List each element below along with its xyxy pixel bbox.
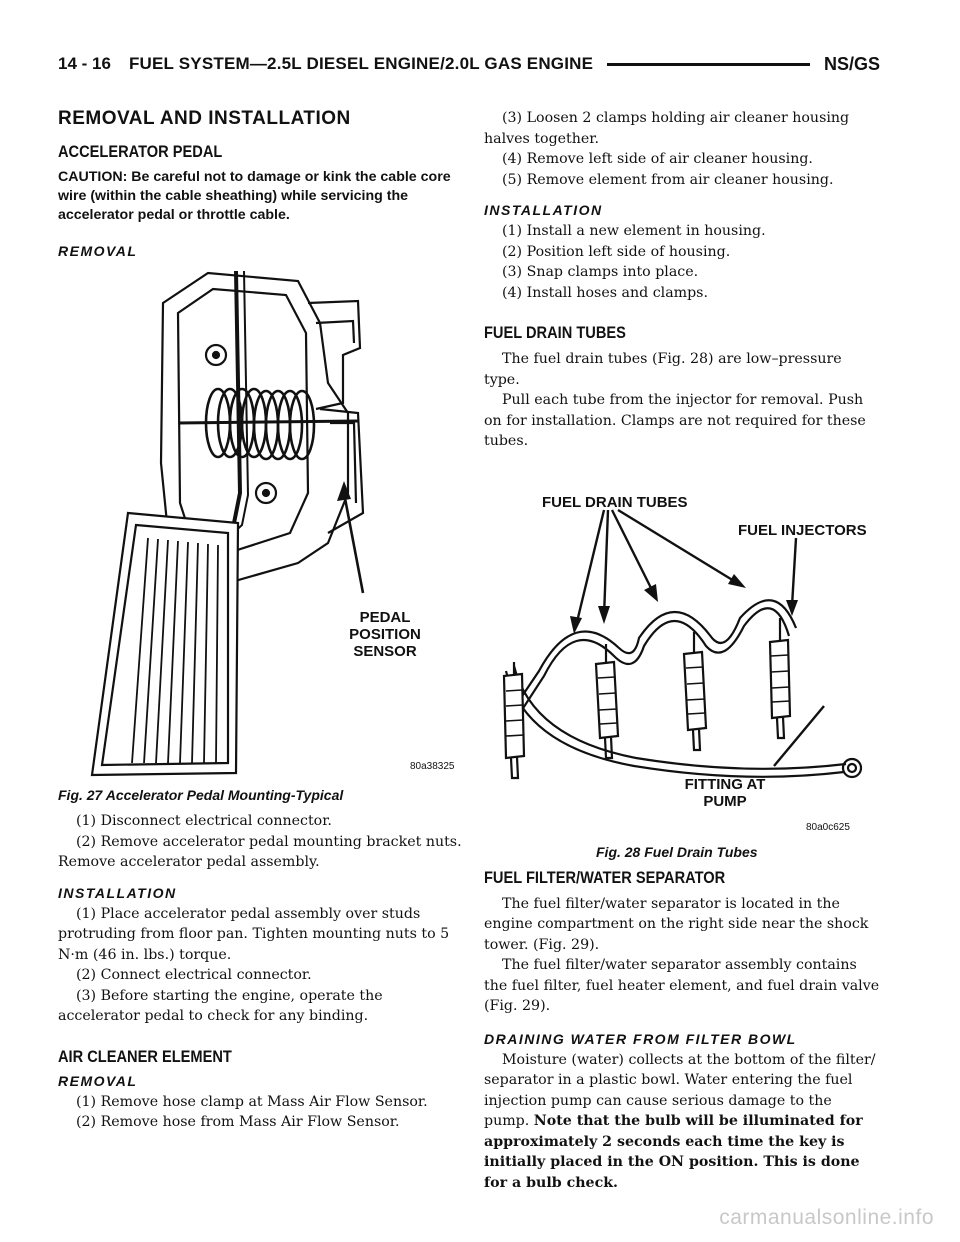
air-cleaner-heading: AIR CLEANER ELEMENT <box>58 1046 232 1066</box>
figure-27-code: 80a38325 <box>410 761 455 772</box>
fuel-injectors-label: FUEL INJECTORS <box>738 521 867 539</box>
draining-water-body: Moisture (water) collects at the bottom of the filter/ separator in a plastic bowl. Water entering the fuel injection pump can cause serious damage to the pump. <box>484 1051 876 1129</box>
bulb-check-note: Note that the bulb will be illuminated for approximately 2 seconds each time the key is initially placed in the ON position. This is done for a bulb check. <box>484 1113 863 1191</box>
fuel-drain-tubes-label: FUEL DRAIN TUBES <box>542 493 688 511</box>
right-column <box>484 108 880 1193</box>
pedal-install-step-1: (1) Place accelerator pedal assembly over studs protruding from floor pan. Tighten mounting nuts to 5 N·m (46 in. lbs.) torque. <box>58 905 450 963</box>
air-cleaner-removal-step-1: (1) Remove hose clamp at Mass Air Flow Sensor. <box>76 1093 428 1110</box>
air-cleaner-install-step-3: (3) Snap clamps into place. <box>502 264 699 280</box>
air-cleaner-removal-step-3: (3) Loosen 2 clamps holding air cleaner housing halves together. <box>484 110 850 147</box>
fuel-filter-para-2: The fuel filter/water separator assembly contains the fuel filter, fuel heater element, and fuel drain valve (Fig. 29). <box>484 957 880 1014</box>
air-cleaner-removal-step-5: (5) Remove element from air cleaner housing. <box>502 171 834 188</box>
page-header <box>58 52 880 76</box>
air-cleaner-install-step-2: (2) Position left side of housing. <box>502 243 731 260</box>
pedal-install-step-3: (3) Before starting the engine, operate the accelerator pedal to check for any binding. <box>58 987 383 1024</box>
caution-note: CAUTION: Be careful not to damage or kink the cable core wire (within the cable sheathing) while servicing the accelerator pedal or throttle cable. <box>58 169 451 223</box>
figure-27-caption: Fig. 27 Accelerator Pedal Mounting-Typical <box>58 787 344 803</box>
section-title: REMOVAL AND INSTALLATION <box>58 108 351 129</box>
accelerator-pedal-heading: ACCELERATOR PEDAL <box>58 142 223 161</box>
pedal-installation-heading: INSTALLATION <box>58 884 177 901</box>
draining-water-text <box>484 1050 880 1194</box>
air-cleaner-install-step-4: (4) Install hoses and clamps. <box>502 284 708 301</box>
pedal-removal-step-1: (1) Disconnect electrical connector. <box>76 813 332 829</box>
page-number: 14 - 16 <box>58 54 111 73</box>
air-cleaner-install-step-1: (1) Install a new element in housing. <box>502 223 766 239</box>
pedal-removal-heading: REMOVAL <box>58 243 138 259</box>
draining-water-heading: DRAINING WATER FROM FILTER BOWL <box>484 1030 797 1047</box>
model-code: NS/GS <box>823 53 880 74</box>
pedal-position-sensor-label <box>330 609 440 660</box>
fuel-drain-tubes-heading: FUEL DRAIN TUBES <box>484 323 626 342</box>
air-cleaner-installation-heading: INSTALLATION <box>484 202 603 218</box>
fuel-filter-para-1: The fuel filter/water separator is located in the engine compartment on the right side near the shock tower. (Fig. 29). <box>484 895 869 953</box>
watermark: carmanualsonline.info <box>719 1206 934 1229</box>
air-cleaner-removal-step-4: (4) Remove left side of air cleaner housing. <box>502 151 813 167</box>
pedal-position-sensor-text: PEDAL POSITION SENSOR <box>349 609 421 660</box>
accelerator-pedal-illustration <box>58 263 463 783</box>
pedal-install-step-2: (2) Connect electrical connector. <box>76 967 312 983</box>
pedal-removal-step-2: (2) Remove accelerator pedal mounting bracket nuts. Remove accelerator pedal assembly. <box>58 833 462 870</box>
figure-accelerator-pedal <box>58 263 463 783</box>
figure-28-caption: Fig. 28 Fuel Drain Tubes <box>596 843 758 860</box>
fitting-at-pump-label: FITTING AT PUMP <box>684 775 766 810</box>
air-cleaner-removal-heading: REMOVAL <box>58 1072 138 1089</box>
fuel-drain-para-2: Pull each tube from the injector for removal. Push on for installation. Clamps are not required for these tubes. <box>484 392 866 449</box>
figure-fuel-drain-tubes <box>484 466 880 836</box>
figure-28-code: 80a0c625 <box>806 821 850 833</box>
chapter-title: FUEL SYSTEM—2.5L DIESEL ENGINE/2.0L GAS ENGINE <box>128 54 594 73</box>
fuel-drain-para-1: The fuel drain tubes (Fig. 28) are low–pressure type. <box>484 351 842 388</box>
air-cleaner-removal-step-2: (2) Remove hose from Mass Air Flow Sensor. <box>76 1114 400 1130</box>
left-column <box>58 108 463 1133</box>
header-rule <box>607 63 810 66</box>
fuel-filter-heading: FUEL FILTER/WATER SEPARATOR <box>484 867 726 887</box>
